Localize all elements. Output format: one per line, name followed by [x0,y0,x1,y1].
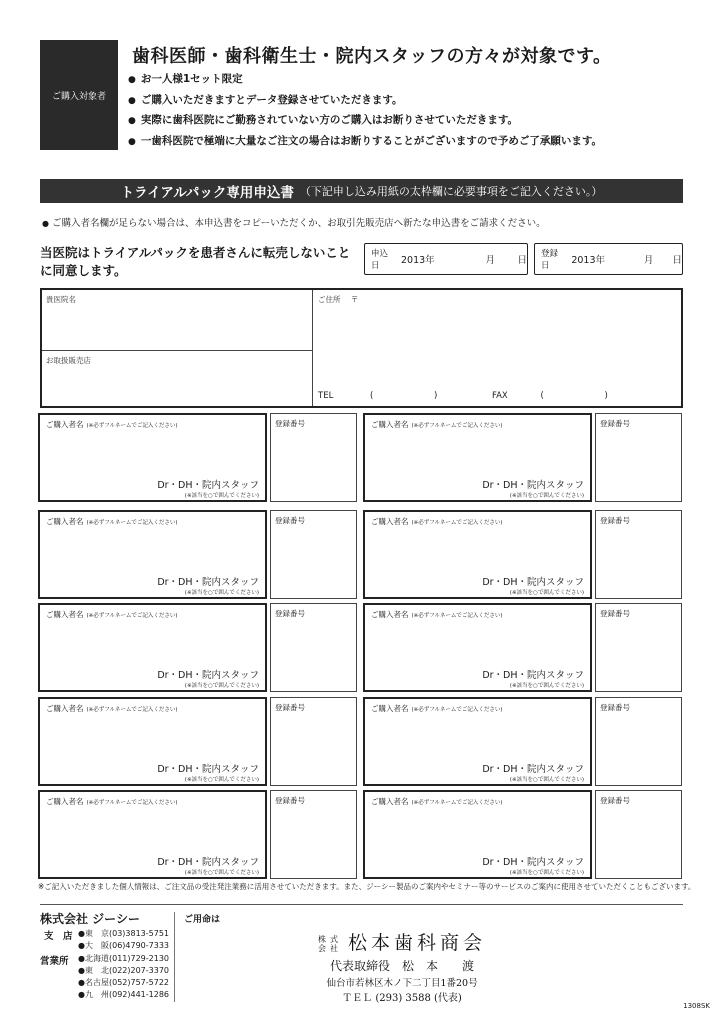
role-options[interactable]: Dr・DH・院内スタッフ [157,857,259,868]
buyer-name-label: ご購入者名 (※必ずフルネームでご記入ください) [46,610,178,619]
buyer-name-label: ご購入者名 (※必ずフルネームでご記入ください) [46,797,178,806]
register-date-label: 登録日 [541,249,559,271]
document-code: 1308SK [683,1002,710,1010]
branch-list [78,928,169,1002]
role-note: (※該当を○で囲んでください) [184,777,259,783]
agreement-text: 当医院はトライアルパックを患者さんに転売しないことに同意します。 [40,245,351,278]
registration-number-label: 登録番号 [600,703,630,712]
divider [312,290,313,406]
registration-number-label: 登録番号 [600,609,630,618]
target-bullets [128,70,602,152]
apply-date-field[interactable] [364,243,528,275]
registration-number-box [595,603,682,692]
role-options[interactable]: Dr・DH・院内スタッフ [157,764,259,775]
role-options[interactable]: Dr・DH・院内スタッフ [157,577,259,588]
role-options[interactable]: Dr・DH・院内スタッフ [482,670,584,681]
registration-number-label: 登録番号 [275,609,305,618]
apply-year: 2013年 [401,255,435,266]
fax-paren-open: ( [540,391,544,401]
registration-number-label: 登録番号 [275,516,305,525]
role-note: (※該当を○で囲んでください) [184,683,259,689]
buyer-name-field[interactable] [38,413,267,502]
privacy-footnote: ※ご記入いただきました個人情報は、ご注文品の受注発注業務に活用させていただきます。また、ジーシー製品のご案内やセミナー等のサービスのご案内に使用させていただくこともございます。 [38,882,696,891]
role-options[interactable]: Dr・DH・院内スタッフ [157,480,259,491]
bullet-item: ● お一人様1セット限定 [128,70,602,91]
role-note: (※該当を○で囲んでください) [509,777,584,783]
buyer-name-field[interactable] [363,697,592,786]
buyer-name-field[interactable] [363,790,592,879]
dealer-stamp [318,928,486,1004]
buyer-name-field[interactable] [363,510,592,599]
buyer-name-label: ご購入者名 (※必ずフルネームでご記入ください) [46,704,178,713]
address-label: ご住所 [318,295,341,304]
apply-day: 日 [517,255,528,266]
branch-item: ●名古屋(052)757-5722 [78,978,170,988]
tel-paren-open: ( [370,391,374,401]
fax-label: FAX [492,391,508,401]
register-month: 月 [643,255,654,266]
role-note: (※該当を○で囲んでください) [509,870,584,876]
branch-item: ●北海道(011)729-2130 [78,953,170,963]
branch-label: 支 店 [44,931,73,942]
buyer-name-field[interactable] [38,603,267,692]
buyer-name-field[interactable] [363,413,592,502]
role-options[interactable]: Dr・DH・院内スタッフ [482,480,584,491]
bullet-item: ● 一歯科医院で極端に大量なご注文の場合はお断りすることがございますので予めご了承願います。 [128,132,602,153]
company-name: 株式会社 ジーシー [40,912,140,926]
registration-number-label: 登録番号 [600,796,630,805]
divider [40,904,683,905]
role-note: (※該当を○で囲んでください) [509,590,584,596]
role-note: (※該当を○で囲んでください) [184,870,259,876]
register-date-field [534,243,683,275]
registration-number-box [595,790,682,879]
dealer-representative: 代表取締役 松 本 渡 [330,959,475,973]
role-options[interactable]: Dr・DH・院内スタッフ [482,857,584,868]
role-note: (※該当を○で囲んでください) [509,493,584,499]
clinic-info-box [40,288,683,408]
apply-month: 月 [485,255,496,266]
buyer-name-field[interactable] [38,510,267,599]
buyer-name-label: ご購入者名 (※必ずフルネームでご記入ください) [46,517,178,526]
registration-number-box [270,510,357,599]
divider [42,350,312,351]
buyer-name-label: ご購入者名 (※必ずフルネームでご記入ください) [371,704,503,713]
role-options[interactable]: Dr・DH・院内スタッフ [482,577,584,588]
dealer-name-line [318,928,486,955]
branch-item: ●東 京(03)3813-5751 [78,929,170,938]
registration-number-box [270,790,357,879]
role-options[interactable]: Dr・DH・院内スタッフ [157,670,259,681]
copy-note: ● ご購入者名欄が足らない場合は、本申込書をコピーいただくか、お取引先販売店へ新たな申込書をご請求ください。 [42,215,546,229]
branch-item: ●東 北(022)207-3370 [78,965,170,975]
fax-field[interactable] [492,391,608,401]
role-note: (※該当を○で囲んでください) [509,683,584,689]
divider [174,912,175,1002]
registration-number-label: 登録番号 [600,419,630,428]
registration-number-box [595,413,682,502]
register-day: 日 [672,255,683,266]
dealer-tel: ＴＥＬ (293) 3588 (代表) [342,993,462,1004]
branch-item: ●大 阪(06)4790-7333 [78,941,170,951]
role-note: (※該当を○で囲んでください) [184,493,259,499]
tel-paren-close: ) [434,391,438,401]
registration-number-label: 登録番号 [275,703,305,712]
buyer-name-label: ご購入者名 (※必ずフルネームでご記入ください) [371,797,503,806]
dealer-address: 仙台市若林区木ノ下二丁目1番20号 [326,978,478,989]
target-headline: 歯科医師・歯科衛生士・院内スタッフの方々が対象です。 [132,46,612,67]
form-subtitle: （下記申し込み用紙の太枠欄に必要事項をご記入ください。） [299,185,603,198]
registration-number-box [595,697,682,786]
apply-date-label: 申込日 [371,249,389,271]
tel-label: TEL [318,391,334,401]
registration-number-label: 登録番号 [275,796,305,805]
postal-mark: 〒 [350,295,359,304]
fax-paren-close: ) [604,391,608,401]
form-title-banner [40,179,683,203]
buyer-name-field[interactable] [38,790,267,879]
buyer-name-label: ご購入者名 (※必ずフルネームでご記入ください) [371,517,503,526]
target-label: ご購入対象者 [40,40,118,150]
buyer-name-label: ご購入者名 (※必ずフルネームでご記入ください) [371,610,503,619]
clinic-name-field[interactable]: 貴医院名 [46,295,76,304]
address-field[interactable] [318,294,358,305]
registration-number-box [595,510,682,599]
kabushiki-mark: 株式 会社 [318,935,342,953]
buyer-name-label: ご購入者名 (※必ずフルネームでご記入ください) [371,420,503,429]
sales-office-label: 営業所 [40,956,69,967]
order-label: ご用命は [184,915,221,925]
registration-number-box [270,413,357,502]
buyer-name-field[interactable] [38,697,267,786]
bullet-item: ● 実際に歯科医院にご勤務されていない方のご購入はお断りさせていただきます。 [128,111,602,132]
role-options[interactable]: Dr・DH・院内スタッフ [482,764,584,775]
role-note: (※該当を○で囲んでください) [184,590,259,596]
form-title: トライアルパック専用申込書 [120,185,294,201]
tel-field[interactable] [318,391,437,401]
registration-number-label: 登録番号 [275,419,305,428]
bullet-item: ● ご購入いただきますとデータ登録させていただきます。 [128,91,602,112]
buyer-name-field[interactable] [363,603,592,692]
registration-number-box [270,697,357,786]
registration-number-label: 登録番号 [600,516,630,525]
dealer-field[interactable]: お取扱販売店 [46,356,91,365]
buyer-name-label: ご購入者名 (※必ずフルネームでご記入ください) [46,420,178,429]
branch-item: ●九 州(092)441-1286 [78,990,170,1000]
dealer-name: 松本歯科商会 [348,932,487,954]
registration-number-box [270,603,357,692]
register-year: 2013年 [571,255,606,266]
